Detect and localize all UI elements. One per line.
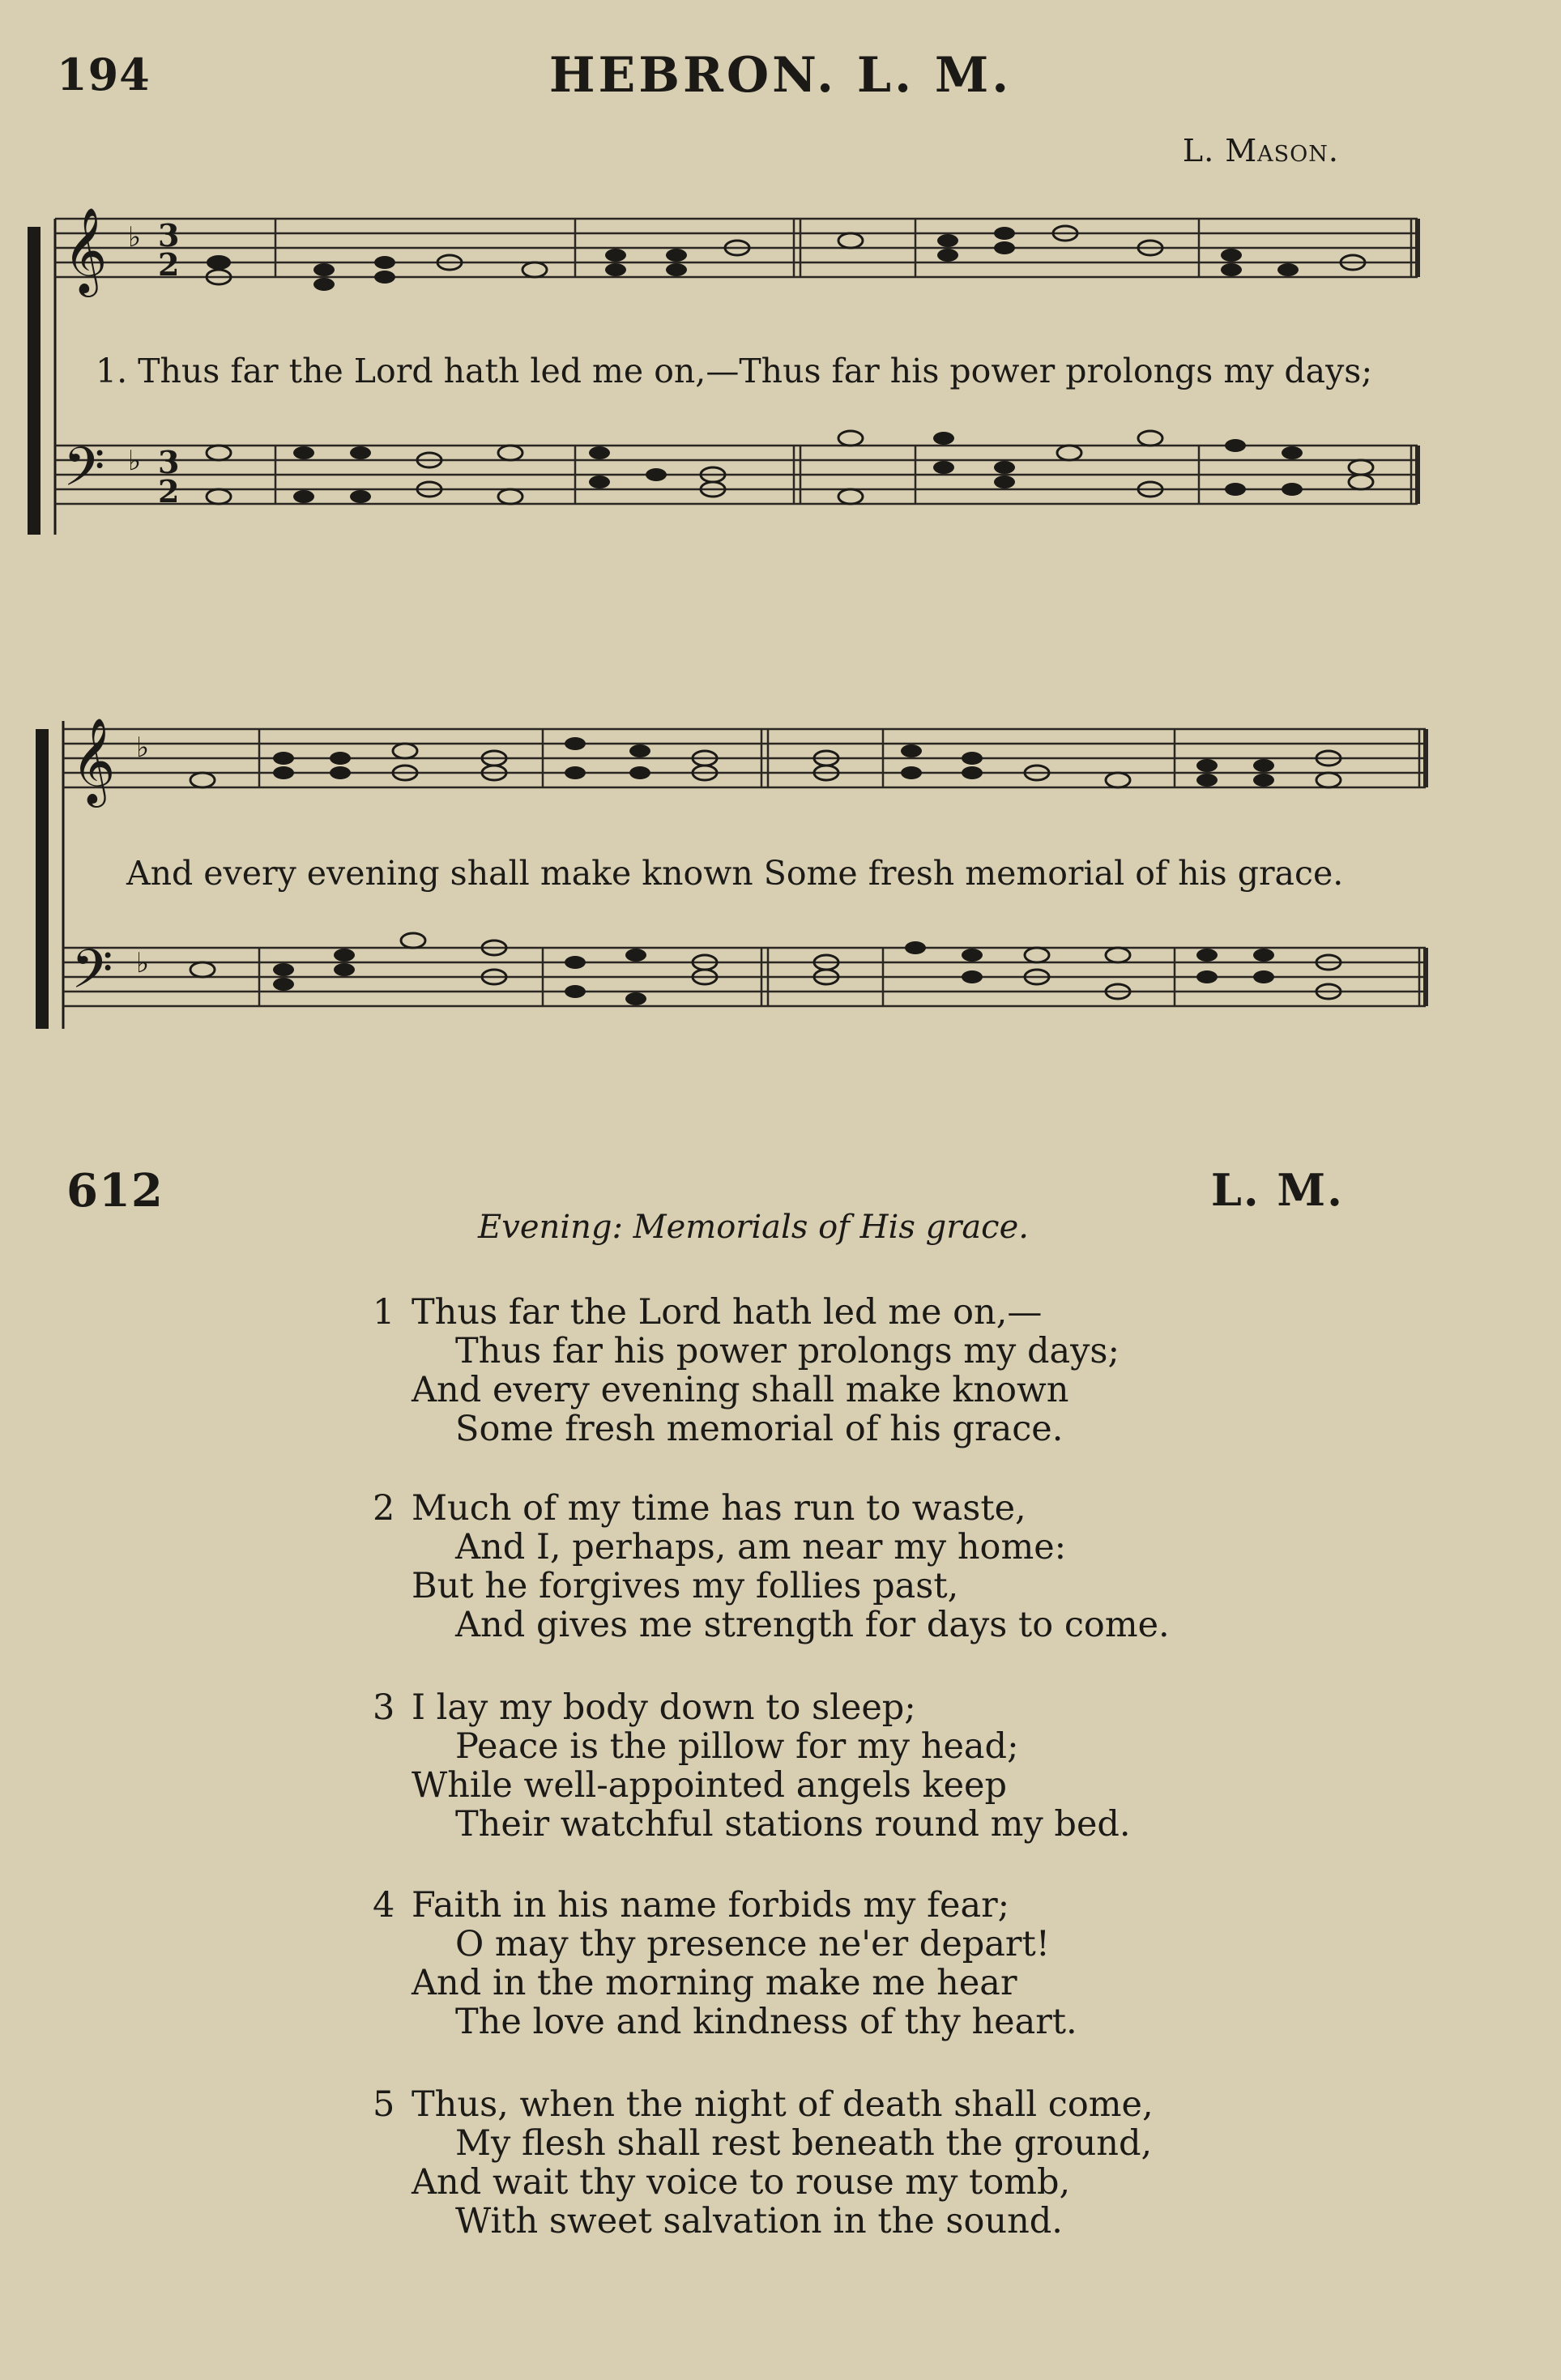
stanza-4	[373, 1886, 1077, 2041]
stanza-line	[373, 1886, 1077, 1925]
svg-text:3: 3	[158, 217, 180, 254]
bass-staff	[63, 948, 1426, 1006]
hymn-meter: L. M.	[1210, 1164, 1344, 1216]
stanza-number: 5	[373, 2084, 395, 2125]
stanza-line	[373, 1688, 1131, 1727]
hymn-number: 612	[66, 1164, 164, 1218]
stanza-line: But he forgives my follies past,	[412, 1566, 959, 1606]
stanza-text: Much of my time has run to waste,	[412, 1488, 1026, 1529]
stanza-text: Faith in his name forbids my fear;	[412, 1885, 1010, 1926]
treble-staff	[63, 729, 1426, 787]
stanza-line: Some fresh memorial of his grace.	[455, 1409, 1064, 1449]
stanza-line: With sweet salvation in the sound.	[455, 2201, 1063, 2241]
system-bracket	[36, 729, 49, 1029]
stanza-line	[373, 1489, 1170, 1528]
stanza-3	[373, 1688, 1131, 1844]
svg-text:2: 2	[158, 246, 180, 283]
system-1-lyric: 1. Thus far the Lord hath led me on,—Thus far his power prolongs my days;	[96, 352, 1373, 390]
bass-staff	[55, 446, 1418, 504]
stanza-line: And wait thy voice to rouse my tomb,	[412, 2162, 1071, 2203]
stanza-line	[373, 1293, 1120, 1332]
svg-text:𝄞: 𝄞	[71, 717, 116, 804]
svg-text:♭: ♭	[128, 445, 142, 477]
composer-initial: L.	[1182, 133, 1215, 168]
system-bracket	[28, 227, 41, 535]
stanza-line: Thus far his power prolongs my days;	[455, 1331, 1120, 1371]
svg-text:𝄞: 𝄞	[63, 207, 108, 293]
stanza-1	[373, 1293, 1120, 1448]
treble-notes	[207, 226, 1365, 291]
svg-text:𝄢: 𝄢	[71, 938, 113, 1013]
system-2-lyric: And every evening shall make known Some fresh memorial of his grace.	[126, 854, 1344, 893]
bass-notes	[190, 933, 1341, 1005]
stanza-line: O may thy presence ne'er depart!	[455, 1924, 1051, 1964]
stanza-number: 2	[373, 1488, 395, 1529]
stanza-line	[373, 2085, 1154, 2124]
composer	[1183, 133, 1339, 168]
stanza-line: Their watchful stations round my bed.	[455, 1804, 1131, 1845]
stanza-line: While well-appointed angels keep	[412, 1765, 1008, 1806]
svg-text:3: 3	[158, 444, 180, 480]
stanza-number: 4	[373, 1885, 395, 1926]
treble-notes	[190, 737, 1341, 787]
stanza-text: I lay my body down to sleep;	[412, 1687, 916, 1728]
svg-text:♭: ♭	[128, 221, 142, 254]
stanza-line: Peace is the pillow for my head;	[455, 1726, 1019, 1767]
stanza-line: My flesh shall rest beneath the ground,	[455, 2123, 1153, 2164]
treble-staff	[55, 219, 1418, 277]
stanza-line: The love and kindness of thy heart.	[455, 2002, 1077, 2042]
stanza-number: 3	[373, 1687, 395, 1728]
svg-text:𝄢: 𝄢	[63, 436, 105, 511]
composer-name: Mason.	[1225, 133, 1339, 168]
svg-text:2: 2	[158, 473, 180, 510]
stanza-line: And every evening shall make known	[412, 1370, 1069, 1410]
tune-title: HEBRON. L. M.	[548, 47, 1013, 104]
stanza-line: And gives me strength for days to come.	[455, 1605, 1170, 1645]
svg-text:♭: ♭	[136, 731, 150, 764]
stanza-2	[373, 1489, 1170, 1644]
stanza-text: Thus far the Lord hath led me on,—	[412, 1292, 1043, 1333]
svg-text:♭: ♭	[136, 947, 150, 979]
stanza-text: Thus, when the night of death shall come,	[412, 2084, 1154, 2125]
stanza-line: And I, perhaps, am near my home:	[455, 1527, 1067, 1567]
stanza-5	[373, 2085, 1154, 2241]
page-number: 194	[57, 49, 151, 100]
stanza-number: 1	[373, 1292, 395, 1333]
stanza-line: And in the morning make me hear	[412, 1963, 1017, 2003]
hymn-subtitle: Evening: Memorials of His grace.	[478, 1209, 1029, 1246]
